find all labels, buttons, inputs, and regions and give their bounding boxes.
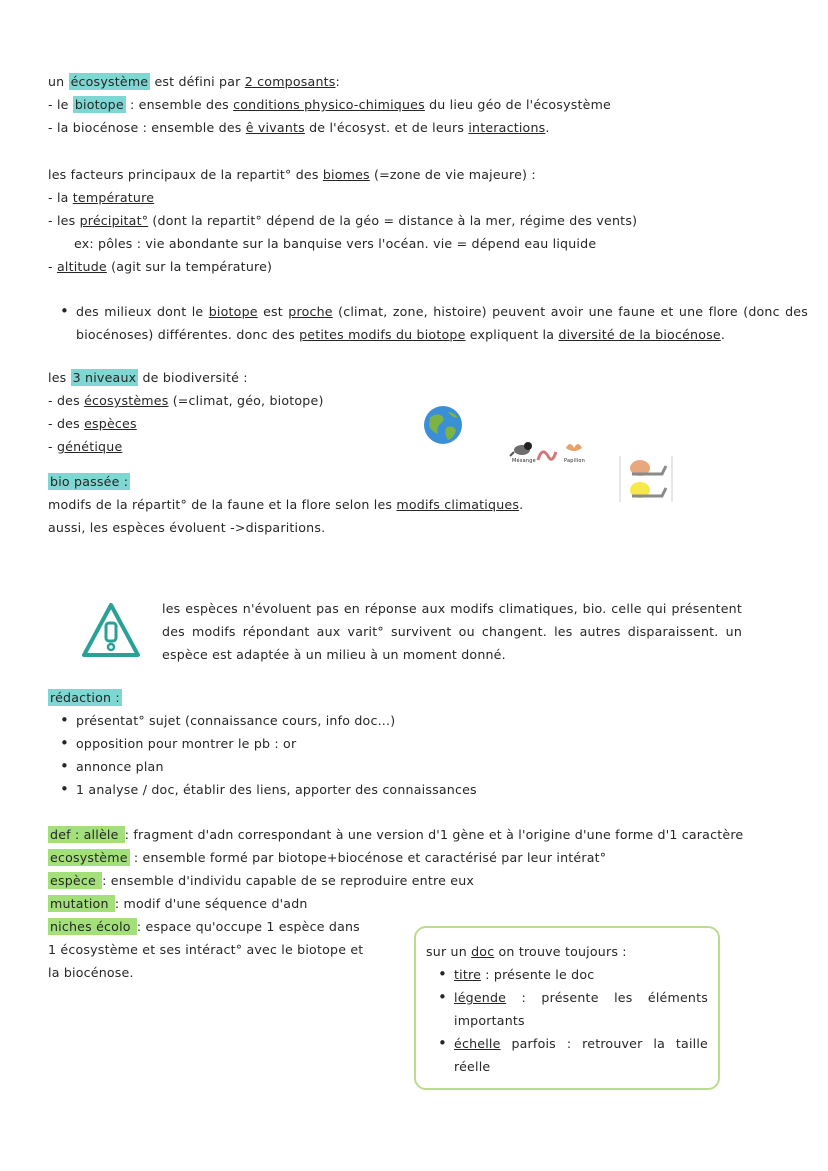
def-niches: niches écolo : espace qu'occupe 1 espèce dans — [50, 919, 360, 934]
past-title: bio passée : — [50, 474, 129, 489]
redaction-section — [48, 686, 808, 801]
butterfly-label: Papillon — [564, 458, 586, 464]
level-ecosystems: - des écosystèmes (=climat, géo, biotope) — [48, 393, 324, 408]
list-item: • titre : présente le doc — [454, 963, 708, 986]
list-item: • 1 analyse / doc, établir des liens, apporter des connaissances — [76, 778, 808, 801]
doc-box-title: sur un doc on trouve toujours : — [426, 944, 627, 959]
bird-worm-butterfly-icon — [508, 436, 588, 472]
intro-line-3: - la biocénose : ensemble des ê vivants de l'écosyst. et de leurs interactions. — [48, 120, 550, 135]
def-species: espèce : ensemble d'individu capable de se reproduire entre eux — [50, 873, 475, 888]
warning-icon — [80, 601, 142, 661]
species-image — [508, 436, 588, 472]
list-item: • annonce plan — [76, 755, 808, 778]
factor-temperature: - la température — [48, 190, 155, 205]
past-line-2: aussi, les espèces évoluent ->disparitions. — [48, 520, 326, 535]
redaction-list — [48, 709, 808, 801]
levels-title: les 3 niveaux de biodiversité : — [48, 370, 248, 385]
doc-box-list — [426, 963, 708, 1078]
list-item: • échelle parfois : retrouver la taille réelle — [454, 1032, 708, 1078]
def-ecosystem: ecosystème : ensemble formé par biotope+biocénose et caractérisé par leur intérat° — [50, 850, 607, 865]
past-line-1: modifs de la répartit° de la faune et la flore selon les modifs climatiques. — [48, 497, 524, 512]
bird-label: Mésange — [512, 458, 536, 464]
factor-precipitation: - les précipitat° (dont la repartit° dépend de la géo = distance à la mer, régime des vents) — [48, 213, 638, 228]
def-niches-line-2: 1 écosystème et ses intéract° avec le biotope et — [48, 942, 364, 957]
list-item: • présentat° sujet (connaissance cours, info doc...) — [76, 709, 808, 732]
warning-text: les espèces n'évoluent pas en réponse aux modifs climatiques, bio. celle qui présentent des modifs répondant aux varit° survivent ou changent. les autres disparaissent. un espèce est adaptée à un milieu à un moment donné. — [162, 601, 742, 662]
def-allele: def : allèle : fragment d'adn correspondant à une version d'1 gène et à l'origine d'une forme d'1 caractère — [50, 827, 744, 842]
biotope-bullet: • des milieux dont le biotope est proche (climat, zone, histoire) peuvent avoir une faune et une flore (donc des biocénoses) différentes. donc des petites modifs du biotope expliquent la diversité de la biocénose. — [76, 300, 808, 346]
redaction-title: rédaction : — [50, 690, 120, 705]
intro-line-2: - le biotope : ensemble des conditions physico-chimiques du lieu géo de l'écosystème — [48, 97, 611, 112]
list-item: • légende : présente les éléments importants — [454, 986, 708, 1032]
def-mutation: mutation : modif d'une séquence d'adn — [50, 896, 308, 911]
factors-title: les facteurs principaux de la repartit° des biomes (=zone de vie majeure) : — [48, 167, 536, 182]
level-genetic: - génétique — [48, 439, 123, 454]
biotope-bullet-list — [48, 300, 808, 346]
globe-icon — [422, 404, 466, 446]
factor-example: ex: pôles : vie abondante sur la banquise vers l'océan. vie = dépend eau liquide — [74, 236, 597, 251]
level-species: - des espèces — [48, 416, 137, 431]
factor-altitude: - altitude (agit sur la température) — [48, 259, 273, 274]
def-niches-line-3: la biocénose. — [48, 965, 134, 980]
snails-icon — [618, 456, 674, 502]
notes-page — [48, 70, 808, 539]
doc-box — [414, 926, 720, 1090]
intro-line-1: un écosystème est défini par 2 composants: — [48, 74, 340, 89]
list-item: • opposition pour montrer le pb : or — [76, 732, 808, 755]
